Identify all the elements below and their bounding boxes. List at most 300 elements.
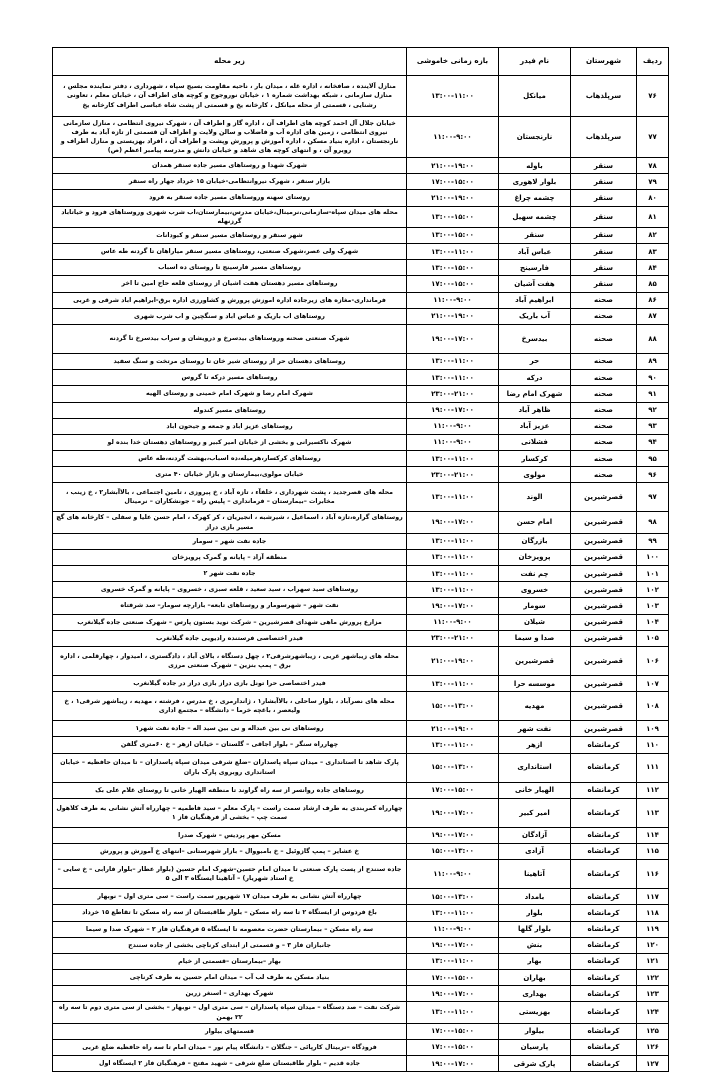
cell-area: شهرک ولی عصر،شهرک صنعتی، روستاهای مسیر سنقر میاراهان تا گردنه طه عاس [53, 244, 407, 260]
cell-time: ۲۱:۰۰-۱۹:۰۰ [407, 158, 499, 174]
cell-area: باغ فردوس از ایستگاه ۲ تا سه راه مسکن – بلوار طاقبستان از سه راه مسکن تا تقاطع ۱۵ خرداد [53, 905, 407, 921]
cell-area: چهارراه سنگر – بلوار اجاقی – گلستان – خیابان ازهر – خ ۶۰متری گلفن [53, 737, 407, 753]
table-row [53, 798, 669, 827]
cell-time: ۱۳:۰۰-۱۱:۰۰ [407, 533, 499, 549]
cell-time: ۱۹:۰۰-۱۷:۰۰ [407, 324, 499, 353]
cell-feeder: بلوار [499, 905, 571, 921]
cell-time: ۱۱:۰۰-۹:۰۰ [407, 614, 499, 630]
cell-county: قصرشیرین [571, 483, 637, 512]
cell-county: کرمانشاه [571, 798, 637, 827]
table-row [53, 174, 669, 190]
table-row [53, 1056, 669, 1072]
cell-radif: ۱۰۳ [637, 598, 669, 614]
cell-county: قصرشیرین [571, 512, 637, 533]
cell-time: ۱۷:۰۰-۱۵:۰۰ [407, 1039, 499, 1055]
cell-county: صحنه [571, 324, 637, 353]
cell-area: روستاهای سید سهراب ، سید سعید ، قلعه سبزی ، خسروی – پایانه و گمرک خسروی [53, 582, 407, 598]
cell-county: کرمانشاه [571, 970, 637, 986]
cell-county: سنقر [571, 206, 637, 227]
cell-feeder: پارک شرقی [499, 1056, 571, 1072]
table-row [53, 370, 669, 386]
table-row [53, 737, 669, 753]
table-row [53, 324, 669, 353]
cell-area: مسکن مهر پردیس – شهرک صدرا [53, 827, 407, 843]
cell-feeder: امیر کبیر [499, 798, 571, 827]
table-row [53, 860, 669, 889]
cell-feeder: استانداری [499, 753, 571, 782]
cell-area: روستاهای کرکسار،هرمیله،ده اسباب،بهشت گردنه،طه عاس [53, 451, 407, 467]
cell-county: قصرشیرین [571, 533, 637, 549]
cell-area: محله های قصرجدید ، پشت شهرداری ، خلفآء ، تازه آباد ، خ پیروزی ، تامین اجتماعی ، بالاآبشار۲ ، خ زینب ، مخابرات –بیمارستان – فرمانداری – پلیس راه – جونشکاران – نرمینال [53, 483, 407, 512]
cell-time: ۱۳:۰۰-۱۱:۰۰ [407, 244, 499, 260]
cell-county: کرمانشاه [571, 860, 637, 889]
cell-county: صحنه [571, 370, 637, 386]
cell-radif: ۹۸ [637, 512, 669, 533]
cell-time: ۲۳:۰۰-۲۱:۰۰ [407, 467, 499, 483]
table-row [53, 117, 669, 158]
cell-feeder: پرویزخان [499, 549, 571, 565]
table-row [53, 276, 669, 292]
cell-feeder: ازهر [499, 737, 571, 753]
table-row [53, 721, 669, 737]
cell-area: فیدر اختصاصی حرا تونل بازی دراز بازی دراز در جاده گیلانغرب [53, 676, 407, 692]
cell-feeder: بلوار لاهوری [499, 174, 571, 190]
table-row [53, 614, 669, 630]
cell-area: شهرک بهداری – اسنغر زرین [53, 986, 407, 1002]
cell-county: سنقر [571, 190, 637, 206]
cell-county: کرمانشاه [571, 737, 637, 753]
cell-radif: ۸۴ [637, 260, 669, 276]
table-row [53, 782, 669, 798]
cell-feeder: چشمه چراغ [499, 190, 571, 206]
cell-time: ۱۳:۰۰-۱۱:۰۰ [407, 353, 499, 369]
cell-county: صحنه [571, 308, 637, 324]
cell-feeder: سومار [499, 598, 571, 614]
cell-radif: ۹۷ [637, 483, 669, 512]
table-row [53, 190, 669, 206]
cell-time: ۱۷:۰۰-۱۵:۰۰ [407, 174, 499, 190]
cell-area: قسمتهای بیلوار [53, 1023, 407, 1039]
cell-area: بازار سنقر ، شهرک نیروانتظامی-خیابان ۱۵ خرداد جهار راه سنقر [53, 174, 407, 190]
cell-radif: ۸۳ [637, 244, 669, 260]
cell-feeder: ظاهر آباد [499, 402, 571, 418]
cell-area: شرکت نفت – صد دستگاه – میدان سپاه پاسداران – سی متری اول – نوبهار – بخشی از سی متری دوم تا سه راه ۲۲ بهمن [53, 1002, 407, 1023]
cell-county: قصرشیرین [571, 598, 637, 614]
cell-county: سنقر [571, 174, 637, 190]
cell-county: صحنه [571, 451, 637, 467]
table-row [53, 292, 669, 308]
cell-radif: ۸۰ [637, 190, 669, 206]
cell-radif: ۱۰۲ [637, 582, 669, 598]
column-header-time: بازه زمانی خاموشی [407, 48, 499, 76]
cell-area: روستاهای عزیز اباد و جمعه و جیحون اباد [53, 418, 407, 434]
table-row [53, 630, 669, 646]
cell-area: شهرک امام رضا و شهرک امام خمینی و روستای الهیه [53, 386, 407, 402]
cell-area: محله های نصرآباد ، بلوار ساحلی ، بالاآبشار۱ ، ژاندارمری ، خ مدرس ، فرشته ، مهدیه ، زیباشهر شرقی۱ ، خ ولیعصر ، باغچه خرما – دانشگاه – مجتمع اداری [53, 692, 407, 721]
cell-time: ۱۹:۰۰-۱۷:۰۰ [407, 512, 499, 533]
cell-feeder: موسسه حرا [499, 676, 571, 692]
cell-area: سه راه مسکن – بیمارستان حضرت معصومه تا ایستگاه ۵ فرهنگیان فاز ۲ – شهرک صدا و سیما [53, 921, 407, 937]
cell-area: روستاهای اب باریک و عباس اباد و سنگچین و اب شرب شهری [53, 308, 407, 324]
cell-radif: ۹۹ [637, 533, 669, 549]
table-row [53, 549, 669, 565]
cell-area: جاده نفت شهر – سومار [53, 533, 407, 549]
cell-radif: ۱۲۰ [637, 937, 669, 953]
table-row [53, 970, 669, 986]
table-body [53, 76, 669, 1072]
cell-time: ۱۳:۰۰-۱۱:۰۰ [407, 582, 499, 598]
table-row [53, 467, 669, 483]
cell-feeder: قصرشیرین [499, 647, 571, 676]
cell-area: روستاهای مسیر فارسینج تا روستای ده اسباب [53, 260, 407, 276]
cell-feeder: آزادی [499, 843, 571, 859]
cell-radif: ۸۶ [637, 292, 669, 308]
header-row [53, 48, 669, 76]
cell-radif: ۹۱ [637, 386, 669, 402]
cell-county: قصرشیرین [571, 647, 637, 676]
cell-feeder: امام حسن [499, 512, 571, 533]
cell-time: ۱۹:۰۰-۱۷:۰۰ [407, 986, 499, 1002]
cell-area: محله های میدان سپاه-سازمانی،نرمینال،خیابان مدرس،بیمارستان،اب شرب شهری وروستاهای فرود و خیاتاباد گرزنهله [53, 206, 407, 227]
table-row [53, 692, 669, 721]
cell-time: ۱۷:۰۰-۱۵:۰۰ [407, 276, 499, 292]
table-row [53, 451, 669, 467]
cell-area: فرودگاه –تربیتال کارپائی – جنگلان – دانشگاه پیام نور – میدان امام تا سه راه حافظیه ضلع غربی [53, 1039, 407, 1055]
cell-area: جانبازان فاز ۳ – و قسمتی از ابتدای کرناچی بخشی از جاده سنندج [53, 937, 407, 953]
cell-radif: ۷۷ [637, 117, 669, 158]
cell-area: روستاهای گراره،تازه آباد ، اسماعیل ، شیرشبه ، انجیریان ، کر کهرک ، امام حسن علیا و سفلی – کارخانه های گچ مسیر بازی دراز [53, 512, 407, 533]
cell-radif: ۱۱۲ [637, 782, 669, 798]
table-row [53, 418, 669, 434]
cell-radif: ۸۹ [637, 353, 669, 369]
cell-county: سنقر [571, 260, 637, 276]
cell-time: ۱۹:۰۰-۱۷:۰۰ [407, 402, 499, 418]
cell-county: قصرشیرین [571, 721, 637, 737]
cell-feeder: مهدیه [499, 692, 571, 721]
cell-area: شهرک شهدا و روستاهای مسیر جاده سنقر همدان [53, 158, 407, 174]
column-header-radif: ردیف [637, 48, 669, 76]
cell-area: روستاهای جاده روانسر از سه راه گراوند تا منطقه الهیار خانی تا روستای غلام علی بک [53, 782, 407, 798]
cell-area: روستاهای مسیر درکه تا گروس [53, 370, 407, 386]
table-row [53, 402, 669, 418]
cell-radif: ۱۱۹ [637, 921, 669, 937]
cell-radif: ۹۰ [637, 370, 669, 386]
cell-feeder: بیلوار [499, 1023, 571, 1039]
cell-feeder: سنقر [499, 227, 571, 243]
table-row [53, 434, 669, 450]
cell-radif: ۹۳ [637, 418, 669, 434]
cell-radif: ۱۱۳ [637, 798, 669, 827]
cell-feeder: درکه [499, 370, 571, 386]
cell-radif: ۱۲۶ [637, 1039, 669, 1055]
cell-county: کرمانشاه [571, 782, 637, 798]
cell-area: شهر سنقر و روستاهای مسیر سنقر و کبودانات [53, 227, 407, 243]
cell-time: ۱۷:۰۰-۱۵:۰۰ [407, 1023, 499, 1039]
cell-radif: ۷۶ [637, 76, 669, 117]
table-row [53, 986, 669, 1002]
cell-radif: ۱۲۴ [637, 1002, 669, 1023]
cell-county: صحنه [571, 402, 637, 418]
cell-feeder: چشمه سهیل [499, 206, 571, 227]
cell-radif: ۱۲۲ [637, 970, 669, 986]
cell-time: ۱۳:۰۰-۱۱:۰۰ [407, 1002, 499, 1023]
cell-radif: ۱۲۷ [637, 1056, 669, 1072]
cell-area: روستای سهنه وروستاهای مسیر جاده سنقر به فرود [53, 190, 407, 206]
cell-area: روستاهای مسیر دهستان هفت اشیان از روستای قلعه حاج امین تا اخر [53, 276, 407, 292]
cell-county: کرمانشاه [571, 753, 637, 782]
cell-county: صحنه [571, 467, 637, 483]
cell-radif: ۱۱۶ [637, 860, 669, 889]
cell-time: ۱۱:۰۰-۹:۰۰ [407, 921, 499, 937]
cell-time: ۱۳:۰۰-۱۱:۰۰ [407, 737, 499, 753]
cell-time: ۱۷:۰۰-۱۵:۰۰ [407, 782, 499, 798]
cell-time: ۱۹:۰۰-۱۷:۰۰ [407, 798, 499, 827]
cell-feeder: عباس آباد [499, 244, 571, 260]
table-row [53, 1023, 669, 1039]
table-row [53, 308, 669, 324]
cell-radif: ۱۱۸ [637, 905, 669, 921]
cell-time: ۲۱:۰۰-۱۹:۰۰ [407, 721, 499, 737]
cell-time: ۱۹:۰۰-۱۷:۰۰ [407, 598, 499, 614]
cell-feeder: بیدسرخ [499, 324, 571, 353]
table-row [53, 647, 669, 676]
cell-area: خیابان جلال آل احمد کوچه های اطراف آن ، اداره گاز و اطراف آن ، شهرک نیروی انتظامی ، منازل سازمانی نیروی انتظامی ، زمین های اداره آب و فاضلاب و سالن ولایت و اطراف آن قسمتی از تازه آباد به طرف نارنجستان ، اداره بنیاد مسکن ، اداره آموزش و پرورش وپشت و اطراف آن ، افراد بهزیستی و منازل اطراف و روبرو آن ، و انتهای کوچه های شاهد و خیابان دانش و مدرسه پیامبر اعظم (ص) [53, 117, 407, 158]
cell-county: صحنه [571, 292, 637, 308]
column-header-feeder: نام فیدر [499, 48, 571, 76]
cell-county: کرمانشاه [571, 1039, 637, 1055]
cell-county: صحنه [571, 434, 637, 450]
cell-county: کرمانشاه [571, 986, 637, 1002]
cell-area: روستاهای نی بین عبداله و نی بین سید اله – جاده نفت شهر۱ [53, 721, 407, 737]
cell-feeder: بنش [499, 937, 571, 953]
cell-area: بهار –بیمارستان –قسمتی از خیام [53, 953, 407, 969]
cell-county: کرمانشاه [571, 889, 637, 905]
cell-time: ۱۱:۰۰-۹:۰۰ [407, 434, 499, 450]
cell-time: ۱۵:۰۰-۱۳:۰۰ [407, 692, 499, 721]
cell-feeder: بهداری [499, 986, 571, 1002]
table-row [53, 827, 669, 843]
cell-feeder: چم نفت [499, 566, 571, 582]
table-row [53, 533, 669, 549]
table-row [53, 206, 669, 227]
cell-feeder: نفت شهر [499, 721, 571, 737]
cell-radif: ۸۸ [637, 324, 669, 353]
cell-time: ۱۳:۰۰-۱۵:۰۰ [407, 260, 499, 276]
cell-county: کرمانشاه [571, 1002, 637, 1023]
cell-time: ۱۹:۰۰-۱۷:۰۰ [407, 827, 499, 843]
cell-area: فیدر اختصاصی فرستنده رادیویی جاده گیلانغرب [53, 630, 407, 646]
table-row [53, 227, 669, 243]
cell-feeder: آب باریک [499, 308, 571, 324]
cell-time: ۱۷:۰۰-۱۵:۰۰ [407, 970, 499, 986]
cell-radif: ۹۴ [637, 434, 669, 450]
cell-feeder: بلوار گلها [499, 921, 571, 937]
cell-feeder: شیلان [499, 614, 571, 630]
cell-time: ۱۵:۰۰-۱۳:۰۰ [407, 753, 499, 782]
cell-county: قصرشیرین [571, 630, 637, 646]
cell-time: ۲۱:۰۰-۱۹:۰۰ [407, 647, 499, 676]
cell-area: منازل آلاینده ، صافخانه ، اداره غله ، میدان بار ، ناحیه مقاومت بسیج سپاه ، شهرداری ، دفتر نماینده مجلس ، منازل سازمانی ، شبکه بهداشت شماره ۱ ، خیابان نوروجوج و کوچه های اطراف آن ، خیابان معلم ، تعاونی رشنایی ، قسمتی از محله میانکل ، کارخانه یخ و قسمتی از پشت شاه عباسی اطراف کارخانه یخ [53, 76, 407, 117]
cell-radif: ۱۱۴ [637, 827, 669, 843]
cell-radif: ۱۲۱ [637, 953, 669, 969]
table-row [53, 905, 669, 921]
cell-radif: ۸۱ [637, 206, 669, 227]
cell-county: قصرشیرین [571, 676, 637, 692]
table-row [53, 889, 669, 905]
cell-county: قصرشیرین [571, 566, 637, 582]
cell-time: ۱۳:۰۰-۱۱:۰۰ [407, 483, 499, 512]
cell-time: ۱۳:۰۰-۱۵:۰۰ [407, 227, 499, 243]
cell-area: خ عشایر – پمپ گازوئیل – خ بامبووال – بازار شهرستانی –انتهای خ آموزش و پرورش [53, 843, 407, 859]
cell-county: قصرشیرین [571, 582, 637, 598]
cell-county: سنقر [571, 227, 637, 243]
cell-time: ۲۱:۰۰-۱۹:۰۰ [407, 308, 499, 324]
cell-radif: ۱۱۷ [637, 889, 669, 905]
cell-area: منطقه آزاد – پایانه و گمرک پرویزخان [53, 549, 407, 565]
table-row [53, 598, 669, 614]
cell-feeder: ابراهیم آباد [499, 292, 571, 308]
cell-area: مزارع پرورش ماهی شهدای قصرشیرین – شرکت نوید بستون پارس – شهرک صنعتی جاده گیلانغرب [53, 614, 407, 630]
cell-area: محله های زیباشهر غربی ، زیباشهرشرقی۲ ، چهل دستگاه ، بالای آباد ، دادگستری ، امیدوار ، چهارقلمی ، اداره برق – پمپ بنزین – شهرک صنعتی مرزی [53, 647, 407, 676]
cell-time: ۱۳:۰۰-۱۱:۰۰ [407, 370, 499, 386]
table-row [53, 753, 669, 782]
cell-county: سرپلذهاب [571, 76, 637, 117]
cell-radif: ۱۲۵ [637, 1023, 669, 1039]
cell-feeder: خسروی [499, 582, 571, 598]
cell-radif: ۸۵ [637, 276, 669, 292]
cell-radif: ۹۵ [637, 451, 669, 467]
cell-county: سنقر [571, 276, 637, 292]
cell-area: چهارراه کمربندی به طرف ارشاد سمت راست – پارک معلم – سید فاطمیه – چهارراه آتش نشانی به طرف کلاهول سمت چپ – بخشی از فرهنگیان فاز ۱ [53, 798, 407, 827]
table-row [53, 386, 669, 402]
cell-area: خیابان مولوی،بیمارستان و بازار خیابان ۴۰ متری [53, 467, 407, 483]
cell-county: صحنه [571, 353, 637, 369]
table-row [53, 353, 669, 369]
cell-time: ۲۳:۰۰-۲۱:۰۰ [407, 630, 499, 646]
cell-time: ۱۵:۰۰-۱۳:۰۰ [407, 843, 499, 859]
cell-feeder: عزیز آباد [499, 418, 571, 434]
table-row [53, 1039, 669, 1055]
cell-area: نفت شهر – شهرسومار و روستاهای تابعه– بازارچه سومار– سد شرفتاه [53, 598, 407, 614]
cell-area: جاده قدیم – بلوار طاقبستان ضلع شرقی – شهید مفتح – فرهنگیان فاز ۲ ایستگاه اول [53, 1056, 407, 1072]
cell-county: قصرشیرین [571, 614, 637, 630]
table-row [53, 953, 669, 969]
cell-feeder: آتاهینا [499, 860, 571, 889]
cell-time: ۱۵:۰۰-۱۳:۰۰ [407, 889, 499, 905]
cell-radif: ۱۰۸ [637, 692, 669, 721]
cell-time: ۱۱:۰۰-۹:۰۰ [407, 117, 499, 158]
table-row [53, 158, 669, 174]
cell-county: کرمانشاه [571, 843, 637, 859]
cell-area: شهرک ناکسیرانی و بخشی از خیابان امیر کبیر و روستاهای دهستان خدا بنده لو [53, 434, 407, 450]
table-row [53, 1002, 669, 1023]
cell-feeder: الهیار خانی [499, 782, 571, 798]
outage-schedule-table [52, 47, 669, 1072]
table-row [53, 921, 669, 937]
cell-radif: ۱۰۵ [637, 630, 669, 646]
cell-area: روستاهای مسیر کندوله [53, 402, 407, 418]
cell-time: ۱۳:۰۰-۱۵:۰۰ [407, 206, 499, 227]
cell-county: سنقر [571, 158, 637, 174]
cell-feeder: شهرک امام رضا [499, 386, 571, 402]
table-header [53, 48, 669, 76]
cell-county: کرمانشاه [571, 905, 637, 921]
cell-radif: ۹۶ [637, 467, 669, 483]
cell-feeder: کرکسار [499, 451, 571, 467]
cell-feeder: هفت آشیان [499, 276, 571, 292]
table-row [53, 512, 669, 533]
table-row [53, 76, 669, 117]
cell-time: ۲۳:۰۰-۲۱:۰۰ [407, 386, 499, 402]
cell-area: فرمانداری-مغازه های زیرجاده اداره اموزش پرورش و کشاورزی اداره برق-ابراهیم اباد شرقی و غربی [53, 292, 407, 308]
cell-radif: ۱۰۷ [637, 676, 669, 692]
cell-radif: ۱۰۰ [637, 549, 669, 565]
cell-time: ۱۳:۰۰-۱۱:۰۰ [407, 76, 499, 117]
cell-time: ۱۳:۰۰-۱۱:۰۰ [407, 451, 499, 467]
cell-area: چهارراه آتش نشانی به طرف میدان ۱۷ شهریور سمت راست – سی متری اول – نوبهار [53, 889, 407, 905]
cell-time: ۱۳:۰۰-۱۱:۰۰ [407, 953, 499, 969]
cell-area: پارک شاهد تا استانداری – میدان سپاه پاسداران –ضلع شرقی میدان سپاه پاسداران – تا میدان حافظیه – خیابان استانداری روبروی پارک باران [53, 753, 407, 782]
cell-time: ۱۱:۰۰-۹:۰۰ [407, 292, 499, 308]
table-row [53, 937, 669, 953]
table-row [53, 582, 669, 598]
cell-county: قصرشیرین [571, 549, 637, 565]
cell-time: ۱۳:۰۰-۱۱:۰۰ [407, 905, 499, 921]
cell-county: صحنه [571, 418, 637, 434]
cell-county: کرمانشاه [571, 937, 637, 953]
cell-feeder: بازرگان [499, 533, 571, 549]
cell-radif: ۱۱۰ [637, 737, 669, 753]
cell-radif: ۱۰۴ [637, 614, 669, 630]
cell-radif: ۷۸ [637, 158, 669, 174]
cell-feeder: الوند [499, 483, 571, 512]
cell-county: کرمانشاه [571, 953, 637, 969]
cell-county: کرمانشاه [571, 1056, 637, 1072]
table-row [53, 843, 669, 859]
cell-county: قصرشیرین [571, 692, 637, 721]
cell-feeder: بامداد [499, 889, 571, 905]
cell-feeder: آزادگان [499, 827, 571, 843]
cell-radif: ۹۲ [637, 402, 669, 418]
cell-radif: ۸۲ [637, 227, 669, 243]
cell-feeder: صدا و سیما [499, 630, 571, 646]
cell-time: ۱۹:۰۰-۱۷:۰۰ [407, 937, 499, 953]
table-row [53, 566, 669, 582]
cell-area: جاده نفت شهر ۲ [53, 566, 407, 582]
cell-feeder: بهار [499, 953, 571, 969]
cell-time: ۱۹:۰۰-۱۷:۰۰ [407, 1056, 499, 1072]
cell-radif: ۷۹ [637, 174, 669, 190]
cell-radif: ۸۷ [637, 308, 669, 324]
cell-feeder: فارسینج [499, 260, 571, 276]
cell-feeder: حر [499, 353, 571, 369]
cell-county: کرمانشاه [571, 921, 637, 937]
cell-area: شهرک صنعتی صحنه وروستاهای بیدسرخ و درویشان و سراب بیدسرخ تا گردنه [53, 324, 407, 353]
cell-county: صحنه [571, 386, 637, 402]
cell-county: سرپلذهاب [571, 117, 637, 158]
cell-area: روستاهای دهستان حر از روستای شیر خان تا روستای مرتخت و سنگ سفید [53, 353, 407, 369]
cell-feeder: باوله [499, 158, 571, 174]
cell-area: جاده سنندج از پست پارک صنعتی تا میدان امام حسین–شهرک امام حسین (بلوار عطار –بلوار فارابی – خ سایی – خ استاد شهریار) – آتاهینا ایستگاه ۳ الی ۵ [53, 860, 407, 889]
cell-feeder: مولوی [499, 467, 571, 483]
cell-radif: ۱۰۱ [637, 566, 669, 582]
cell-radif: ۱۱۵ [637, 843, 669, 859]
cell-area: بنیاد مسکن به طرف لب آب – میدان امام حسین به طرف کرناچی [53, 970, 407, 986]
cell-feeder: میانکل [499, 76, 571, 117]
cell-feeder: فشلانی [499, 434, 571, 450]
cell-radif: ۱۱۱ [637, 753, 669, 782]
column-header-area: زیر محله [53, 48, 407, 76]
